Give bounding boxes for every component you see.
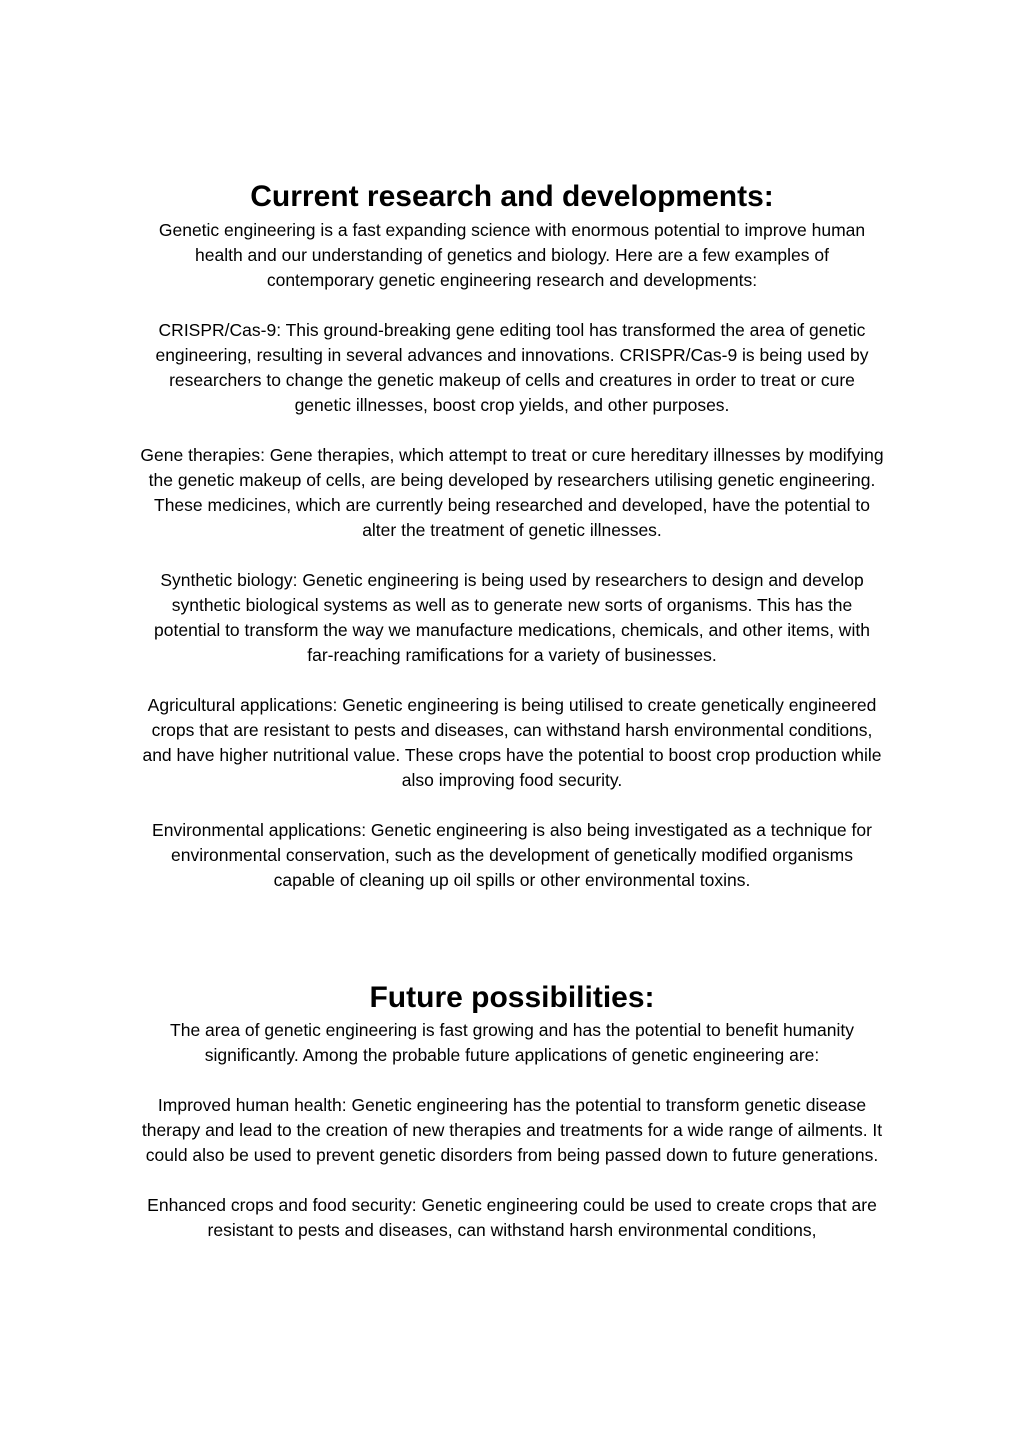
agricultural-applications-paragraph: Agricultural applications: Genetic engineering is being utilised to create genetically engineered crops that are resistant to pests and diseases, can withstand harsh environmental conditions, and have higher nutritional value. These crops have the potential to boost crop production while also improving food security. [142,695,882,790]
improved-health-paragraph: Improved human health: Genetic engineering has the potential to transform genetic disease therapy and lead to the creation of new therapies and treatments for a wide range of ailments. It could also be used to prevent genetic disorders from being passed down to future generations. [141,1095,883,1165]
enhanced-crops-paragraph: Enhanced crops and food security: Genetic engineering could be used to create crops that are resistant to pests and diseases, can withstand harsh environmental conditions, [147,1195,877,1240]
intro-paragraph: The area of genetic engineering is fast growing and has the potential to benefit humanity significantly. Among the probable future applications of genetic engineering are: [170,1020,854,1065]
intro-paragraph: Genetic engineering is a fast expanding science with enormous potential to improve human health and our understanding of genetics and biology. Here are a few examples of contemporary genetic engineering research and developments: [158,220,866,290]
section-current-research [140,178,884,893]
gene-therapies-paragraph: Gene therapies: Gene therapies, which attempt to treat or cure hereditary illnesses by modifying the genetic makeup of cells, are being developed by researchers utilising genetic engineering. These medicines, which are currently being researched and developed, have the potential to alter the treatment of genetic illnesses. [140,445,884,540]
section-heading: Current research and developments: [250,180,774,213]
environmental-applications-paragraph: Environmental applications: Genetic engineering is also being investigated as a technique for environmental conservation, such as the development of genetically modified organisms capable of cleaning up oil spills or other environmental toxins. [152,820,872,890]
section-heading: Future possibilities: [369,981,655,1014]
crispr-paragraph: CRISPR/Cas-9: This ground-breaking gene editing tool has transformed the area of genetic engineering, resulting in several advances and innovations. CRISPR/Cas-9 is being used by researchers to change the genetic makeup of cells and creatures in order to treat or cure genetic illnesses, boost crop yields, and other purposes. [155,320,869,415]
synthetic-biology-paragraph: Synthetic biology: Genetic engineering is being used by researchers to design and develop synthetic biological systems as well as to generate new sorts of organisms. This has the potential to transform the way we manufacture medications, chemicals, and other items, with far-reaching ramifications for a variety of businesses. [154,570,870,665]
section-future-possibilities [140,979,884,1243]
